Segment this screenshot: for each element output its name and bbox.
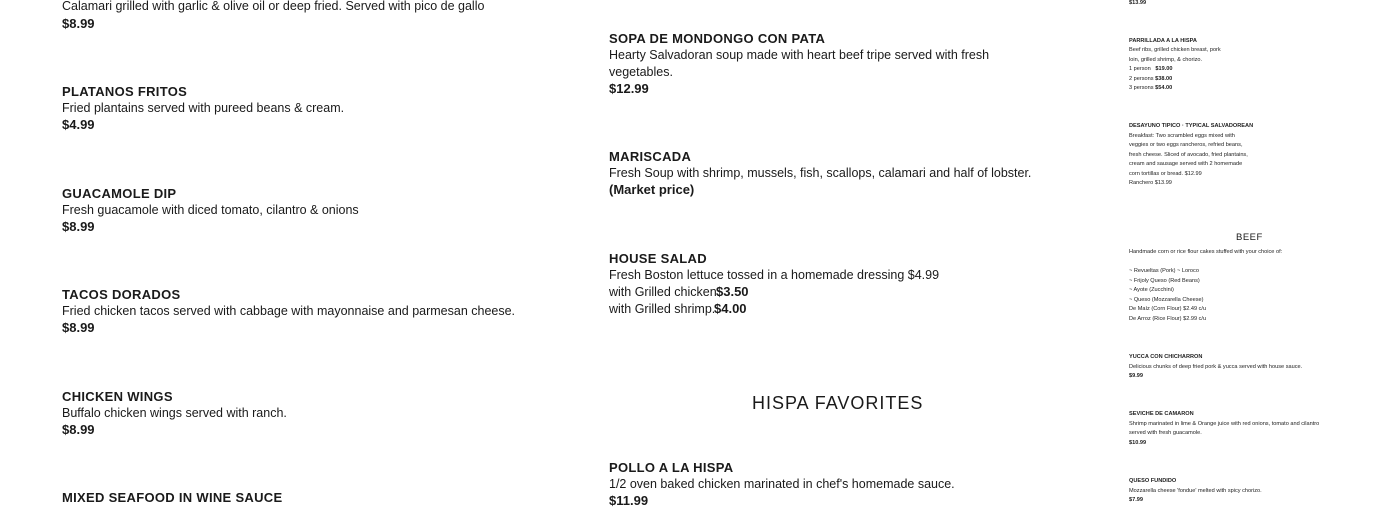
seafood-name: MIXED SEAFOOD IN WINE SAUCE [62, 490, 283, 505]
yucca-description: Delicious chunks of deep fried pork & yucca served with house sauce. [1129, 363, 1303, 370]
parrillada-size: 3 persons [1129, 85, 1154, 91]
parrillada-size: 1 person [1129, 66, 1151, 72]
mariscada-name: MARISCADA [609, 149, 692, 164]
pupusa-option: ~ Queso (Mozzarella Cheese) [1129, 296, 1204, 303]
platanos-description: Fried plantains served with pureed beans & cream. [62, 101, 345, 115]
desayuno-line: Ranchero $13.99 [1129, 180, 1172, 186]
pollo-description: 1/2 oven baked chicken marinated in chef's homemade sauce. [609, 477, 955, 491]
wings-description: Buffalo chicken wings served with ranch. [62, 406, 287, 420]
wings-price: $8.99 [62, 422, 95, 437]
seviche-line: Shrimp marinated in lime & Orange juice with red onions, tomato and cilantro [1129, 420, 1320, 427]
pollo-price: $11.99 [609, 493, 649, 508]
seviche-line: served with fresh guacamole. [1129, 430, 1202, 436]
salad-option-chicken: with Grilled chicken. [609, 285, 721, 299]
tacos-description: Fried chicken tacos served with cabbage with mayonnaise and parmesan cheese. [62, 304, 516, 318]
calamari-description: Calamari grilled with garlic & olive oil or deep fried. Served with pico de gallo [62, 0, 485, 13]
parrillada-line: Beef ribs, grilled chicken breast, pork [1129, 47, 1221, 53]
salad-name: HOUSE SALAD [609, 251, 707, 266]
sopa-name: SOPA DE MONDONGO CON PATA [609, 31, 826, 46]
pupusa-option: ~ Revueltas (Pork) ~ Loroco [1129, 268, 1199, 274]
seviche-price: $10.99 [1129, 439, 1147, 446]
tacos-name: TACOS DORADOS [62, 287, 181, 302]
pupusa-price: De Arroz (Rice Flour) $2.99 c/u [1129, 315, 1207, 322]
desayuno-line: fresh cheese. Sliced of avocado, fried plantains, [1129, 151, 1248, 158]
sopa-price: $12.99 [609, 81, 649, 96]
calamari-price: $8.99 [62, 16, 95, 31]
parrillada-size-price: $19.00 [1155, 66, 1173, 72]
parrillada-name: PARRILLADA A LA HISPA [1129, 38, 1197, 44]
pollo-name: POLLO A LA HISPA [609, 460, 734, 475]
parrillada-size: 2 persons [1129, 75, 1154, 82]
pupusa-intro: Handmade corn or rice flour cakes stuffed with your choice of: [1129, 249, 1283, 255]
platanos-price: $4.99 [62, 117, 95, 132]
salad-option-shrimp-price: $4.00 [714, 301, 747, 316]
queso-name: QUESO FUNDIDO [1129, 478, 1177, 484]
guacamole-price: $8.99 [62, 219, 95, 234]
wings-name: CHICKEN WINGS [62, 389, 173, 404]
mariscada-description: Fresh Soup with shrimp, mussels, fish, scallops, calamari and half of lobster. [609, 166, 1032, 180]
desayuno-line: cream and sausage served with 2 homemade [1129, 161, 1243, 167]
sopa-description-cont: vegetables. [609, 65, 673, 79]
desayuno-name: DESAYUNO TIPICO · TYPICAL SALVADOREAN [1129, 123, 1254, 129]
top-price: $13.99 [1129, 0, 1147, 6]
beef-header: BEEF [1236, 232, 1263, 243]
queso-price: $7.99 [1129, 497, 1143, 503]
pupusa-option: ~ Ayote (Zucchini) [1129, 287, 1174, 293]
salad-description: Fresh Boston lettuce tossed in a homemade dressing $4.99 [609, 268, 940, 282]
tacos-price: $8.99 [62, 320, 95, 335]
pupusa-option: ~ Frijoly Queso (Red Beans) [1129, 277, 1200, 284]
yucca-price: $9.99 [1129, 373, 1143, 379]
parrillada-size-price: $54.00 [1155, 85, 1173, 91]
salad-option-shrimp: with Grilled shrimp. [609, 302, 716, 316]
platanos-name: PLATANOS FRITOS [62, 84, 188, 99]
salad-option-chicken-price: $3.50 [716, 284, 749, 299]
guacamole-description: Fresh guacamole with diced tomato, cilantro & onions [62, 203, 359, 217]
desayuno-line: veggies or two eggs rancheros, refried beans, [1129, 142, 1243, 148]
yucca-name: YUCCA CON CHICHARRON [1129, 354, 1203, 360]
parrillada-size-price: $38.00 [1155, 75, 1173, 82]
seviche-name: SEVICHE DE CAMARON [1129, 411, 1194, 417]
mariscada-price-note: (Market price) [609, 182, 695, 197]
queso-description: Mozzarella cheese 'fondue' melted with spicy chorizo. [1129, 487, 1262, 494]
hispa-favorites-header: HISPA FAVORITES [752, 393, 924, 413]
pupusa-price: De Maíz (Corn Flour) $2.49 c/u [1129, 306, 1207, 312]
sopa-description: Hearty Salvadoran soup made with heart beef tripe served with fresh [609, 48, 990, 62]
parrillada-line: loin, grilled shrimp, & chorizo. [1129, 56, 1203, 63]
guacamole-name: GUACAMOLE DIP [62, 186, 177, 201]
desayuno-line: corn tortillas or bread. $12.99 [1129, 170, 1202, 177]
desayuno-line: Breakfast: Two scrambled eggs mixed with [1129, 132, 1235, 139]
